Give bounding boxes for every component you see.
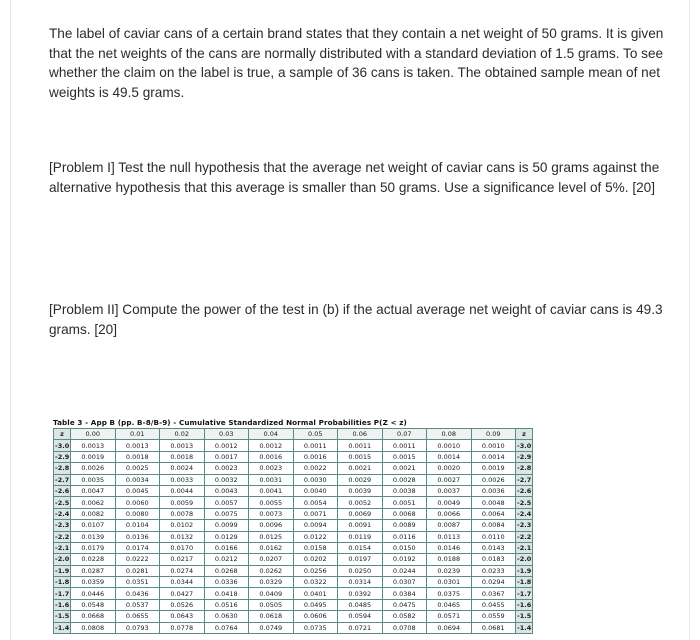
probability-cell: 0.0015 (382, 451, 427, 462)
probability-cell: 0.0018 (160, 451, 205, 462)
probability-cell: 0.0516 (204, 599, 249, 610)
probability-cell: 0.0010 (471, 440, 516, 451)
probability-cell: 0.0014 (427, 451, 472, 462)
probability-cell: 0.0026 (71, 463, 116, 474)
z-value-cell: -2.2 (517, 532, 532, 541)
z-value-cell: -2.3 (55, 521, 70, 530)
probability-cell: 0.0197 (338, 554, 383, 565)
z-value-cell: -1.9 (517, 566, 532, 575)
probability-cell: 0.0418 (204, 588, 249, 599)
probability-cell: 0.0043 (204, 485, 249, 496)
z-value-cell: -1.8 (55, 578, 70, 587)
probability-cell: 0.0146 (427, 542, 472, 553)
problem-one: [Problem I] Test the null hypothesis that the average net weight of caviar cans is 50 grams against the alternative hypothesis that this average is smaller than 50 grams. Use a significance level of 5%. [20] (49, 160, 660, 195)
probability-cell: 0.0392 (338, 588, 383, 599)
table-row (54, 611, 533, 622)
probability-cell: 0.0040 (293, 485, 338, 496)
z-value-cell: -1.6 (55, 601, 70, 610)
z-value-cell: -1.9 (55, 566, 70, 575)
table-body (54, 440, 533, 634)
probability-cell: 0.0367 (471, 588, 516, 599)
z-value-cell: -2.4 (55, 509, 70, 518)
z-value-cell: -2.0 (517, 555, 532, 564)
table-header-cell: 0.08 (427, 429, 472, 440)
probability-cell: 0.0475 (382, 599, 427, 610)
probability-cell: 0.0082 (71, 508, 116, 519)
table-row (54, 542, 533, 553)
probability-cell: 0.0250 (338, 565, 383, 576)
probability-cell: 0.0301 (427, 577, 472, 588)
table-header-cell: 0.01 (115, 429, 160, 440)
probability-cell: 0.0793 (115, 622, 160, 633)
probability-cell: 0.0233 (471, 565, 516, 576)
probability-cell: 0.0183 (471, 554, 516, 565)
probability-cell: 0.0022 (293, 463, 338, 474)
probability-cell: 0.0019 (471, 463, 516, 474)
probability-cell: 0.0025 (115, 463, 160, 474)
probability-cell: 0.0307 (382, 577, 427, 588)
table-header-cell: 0.07 (382, 429, 427, 440)
probability-cell: 0.0031 (249, 474, 294, 485)
probability-cell: 0.0030 (293, 474, 338, 485)
probability-cell: 0.0084 (471, 520, 516, 531)
table-header-cell: z (54, 429, 71, 440)
probability-cell: 0.0162 (249, 542, 294, 553)
z-value-cell: -2.9 (517, 452, 532, 461)
probability-cell: 0.0047 (71, 485, 116, 496)
probability-cell: 0.0110 (471, 531, 516, 542)
probability-cell: 0.0017 (204, 451, 249, 462)
probability-cell: 0.0075 (204, 508, 249, 519)
table-row (54, 508, 533, 519)
probability-cell: 0.0013 (71, 440, 116, 451)
probability-cell: 0.0582 (382, 611, 427, 622)
probability-cell: 0.0375 (427, 588, 472, 599)
table-row (54, 474, 533, 485)
z-value-cell: -2.2 (55, 532, 70, 541)
probability-cell: 0.0643 (160, 611, 205, 622)
probability-cell: 0.0351 (115, 577, 160, 588)
probability-cell: 0.0036 (471, 485, 516, 496)
probability-cell: 0.0336 (204, 577, 249, 588)
probability-cell: 0.0011 (293, 440, 338, 451)
table-header-row (54, 429, 533, 440)
z-value-cell: -1.6 (517, 601, 532, 610)
probability-cell: 0.0764 (204, 622, 249, 633)
probability-cell: 0.0013 (115, 440, 160, 451)
probability-cell: 0.0023 (204, 463, 249, 474)
probability-cell: 0.0094 (293, 520, 338, 531)
probability-cell: 0.0068 (382, 508, 427, 519)
probability-cell: 0.0495 (293, 599, 338, 610)
probability-cell: 0.0011 (338, 440, 383, 451)
probability-cell: 0.0222 (115, 554, 160, 565)
table-row (54, 565, 533, 576)
probability-cell: 0.0044 (160, 485, 205, 496)
table-header-cell: 0.03 (204, 429, 249, 440)
probability-cell: 0.0174 (115, 542, 160, 553)
probability-cell: 0.0011 (382, 440, 427, 451)
probability-cell: 0.0018 (115, 451, 160, 462)
z-value-cell: -1.5 (55, 612, 70, 621)
probability-cell: 0.0217 (160, 554, 205, 565)
z-value-cell: -3.0 (55, 441, 70, 450)
probability-cell: 0.0091 (338, 520, 383, 531)
probability-cell: 0.0069 (338, 508, 383, 519)
probability-cell: 0.0080 (115, 508, 160, 519)
probability-cell: 0.0274 (160, 565, 205, 576)
z-value-cell: -1.4 (517, 623, 532, 632)
probability-cell: 0.0102 (160, 520, 205, 531)
probability-cell: 0.0446 (71, 588, 116, 599)
probability-cell: 0.0294 (471, 577, 516, 588)
probability-cell: 0.0329 (249, 577, 294, 588)
probability-cell: 0.0099 (204, 520, 249, 531)
probability-cell: 0.0107 (71, 520, 116, 531)
table-row (54, 588, 533, 599)
z-value-cell: -2.7 (517, 475, 532, 484)
probability-cell: 0.0212 (204, 554, 249, 565)
probability-cell: 0.0630 (204, 611, 249, 622)
probability-cell: 0.0465 (427, 599, 472, 610)
table-header-cell: 0.04 (249, 429, 294, 440)
probability-cell: 0.0505 (249, 599, 294, 610)
probability-cell: 0.0048 (471, 497, 516, 508)
probability-cell: 0.0024 (160, 463, 205, 474)
probability-cell: 0.0073 (249, 508, 294, 519)
probability-cell: 0.0188 (427, 554, 472, 565)
z-value-cell: -2.1 (55, 544, 70, 553)
probability-cell: 0.0749 (249, 622, 294, 633)
z-value-cell: -1.7 (517, 589, 532, 598)
table-row (54, 520, 533, 531)
probability-cell: 0.0735 (293, 622, 338, 633)
probability-cell: 0.0010 (427, 440, 472, 451)
probability-cell: 0.0681 (471, 622, 516, 633)
probability-cell: 0.0062 (71, 497, 116, 508)
probability-cell: 0.0057 (204, 497, 249, 508)
z-value-cell: -2.8 (517, 464, 532, 473)
probability-cell: 0.0021 (382, 463, 427, 474)
probability-cell: 0.0035 (71, 474, 116, 485)
probability-cell: 0.0170 (160, 542, 205, 553)
table-row (54, 463, 533, 474)
probability-cell: 0.0020 (427, 463, 472, 474)
probability-cell: 0.0455 (471, 599, 516, 610)
probability-cell: 0.0158 (293, 542, 338, 553)
table-row (54, 451, 533, 462)
probability-cell: 0.0668 (71, 611, 116, 622)
probability-cell: 0.0571 (427, 611, 472, 622)
probability-cell: 0.0029 (338, 474, 383, 485)
probability-cell: 0.0708 (382, 622, 427, 633)
probability-cell: 0.0314 (338, 577, 383, 588)
z-value-cell: -2.6 (55, 487, 70, 496)
probability-cell: 0.0096 (249, 520, 294, 531)
probability-cell: 0.0268 (204, 565, 249, 576)
table-row (54, 622, 533, 633)
probability-cell: 0.0166 (204, 542, 249, 553)
probability-cell: 0.0618 (249, 611, 294, 622)
probability-cell: 0.0060 (115, 497, 160, 508)
probability-cell: 0.0015 (338, 451, 383, 462)
probability-cell: 0.0054 (293, 497, 338, 508)
probability-cell: 0.0087 (427, 520, 472, 531)
z-value-cell: -2.3 (517, 521, 532, 530)
z-value-cell: -1.7 (55, 589, 70, 598)
table-row (54, 440, 533, 451)
probability-cell: 0.0244 (382, 565, 427, 576)
table-header-cell: z (516, 429, 533, 440)
table-row (54, 497, 533, 508)
probability-cell: 0.0116 (382, 531, 427, 542)
z-value-cell: -1.4 (55, 623, 70, 632)
document-page (10, 0, 690, 640)
probability-cell: 0.0548 (71, 599, 116, 610)
probability-cell: 0.0594 (338, 611, 383, 622)
probability-cell: 0.0049 (427, 497, 472, 508)
normal-table-image (53, 418, 533, 640)
probability-cell: 0.0016 (293, 451, 338, 462)
probability-cell: 0.0154 (338, 542, 383, 553)
probability-cell: 0.0778 (160, 622, 205, 633)
z-value-cell: -2.6 (517, 487, 532, 496)
probability-cell: 0.0322 (293, 577, 338, 588)
probability-cell: 0.0104 (115, 520, 160, 531)
z-value-cell: -2.1 (517, 544, 532, 553)
probability-cell: 0.0526 (160, 599, 205, 610)
table-row (54, 531, 533, 542)
probability-cell: 0.0132 (160, 531, 205, 542)
table-caption: Table 3 - App B (pp. B-8/B-9) - Cumulative Standardized Normal Probabilities P(Z < z) (53, 418, 407, 427)
probability-cell: 0.0262 (249, 565, 294, 576)
table-header-cell: 0.02 (160, 429, 205, 440)
probability-cell: 0.0012 (204, 440, 249, 451)
probability-cell: 0.0207 (249, 554, 294, 565)
problem-two: [Problem II] Compute the power of the test in (b) if the actual average net weight of caviar cans is 49.3 grams. [20] (49, 302, 663, 337)
probability-cell: 0.0055 (249, 497, 294, 508)
probability-cell: 0.0038 (382, 485, 427, 496)
probability-cell: 0.0037 (427, 485, 472, 496)
table-header-cell: 0.00 (71, 429, 116, 440)
probability-cell: 0.0028 (382, 474, 427, 485)
probability-cell: 0.0344 (160, 577, 205, 588)
z-value-cell: -1.8 (517, 578, 532, 587)
probability-cell: 0.0129 (204, 531, 249, 542)
probability-cell: 0.0013 (160, 440, 205, 451)
probability-cell: 0.0179 (71, 542, 116, 553)
z-value-cell: -2.4 (517, 509, 532, 518)
probability-cell: 0.0033 (160, 474, 205, 485)
probability-cell: 0.0014 (471, 451, 516, 462)
probability-cell: 0.0281 (115, 565, 160, 576)
table-row (54, 599, 533, 610)
probability-cell: 0.0012 (249, 440, 294, 451)
probability-cell: 0.0032 (204, 474, 249, 485)
z-value-cell: -2.0 (55, 555, 70, 564)
table-header-cell: 0.05 (293, 429, 338, 440)
probability-cell: 0.0202 (293, 554, 338, 565)
probability-cell: 0.0089 (382, 520, 427, 531)
probability-cell: 0.0113 (427, 531, 472, 542)
z-table (53, 428, 533, 634)
probability-cell: 0.0150 (382, 542, 427, 553)
z-value-cell: -2.9 (55, 452, 70, 461)
probability-cell: 0.0059 (160, 497, 205, 508)
probability-cell: 0.0192 (382, 554, 427, 565)
z-value-cell: -1.5 (517, 612, 532, 621)
z-value-cell: -2.8 (55, 464, 70, 473)
table-row (54, 554, 533, 565)
z-value-cell: -2.7 (55, 475, 70, 484)
probability-cell: 0.0655 (115, 611, 160, 622)
probability-cell: 0.0287 (71, 565, 116, 576)
probability-cell: 0.0359 (71, 577, 116, 588)
problem-intro: The label of caviar cans of a certain brand states that they contain a net weight of 50 grams. It is given that the net weights of the cans are normally distributed with a standard deviation of 1.5 grams. To see whether the claim on the label is true, a sample of 36 cans is taken. The obtained sample mean of net weights is 49.5 grams. (49, 26, 664, 100)
probability-cell: 0.0045 (115, 485, 160, 496)
probability-cell: 0.0239 (427, 565, 472, 576)
probability-cell: 0.0139 (71, 531, 116, 542)
probability-cell: 0.0078 (160, 508, 205, 519)
table-row (54, 577, 533, 588)
table-header-cell: 0.09 (471, 429, 516, 440)
probability-cell: 0.0051 (382, 497, 427, 508)
probability-cell: 0.0125 (249, 531, 294, 542)
probability-cell: 0.0023 (249, 463, 294, 474)
probability-cell: 0.0721 (338, 622, 383, 633)
probability-cell: 0.0016 (249, 451, 294, 462)
probability-cell: 0.0606 (293, 611, 338, 622)
table-row (54, 485, 533, 496)
probability-cell: 0.0066 (427, 508, 472, 519)
probability-cell: 0.0027 (427, 474, 472, 485)
probability-cell: 0.0143 (471, 542, 516, 553)
probability-cell: 0.0427 (160, 588, 205, 599)
probability-cell: 0.0026 (471, 474, 516, 485)
probability-cell: 0.0228 (71, 554, 116, 565)
probability-cell: 0.0409 (249, 588, 294, 599)
probability-cell: 0.0122 (293, 531, 338, 542)
z-value-cell: -2.5 (55, 498, 70, 507)
table-header-cell: 0.06 (338, 429, 383, 440)
probability-cell: 0.0021 (338, 463, 383, 474)
z-value-cell: -3.0 (517, 441, 532, 450)
probability-cell: 0.0537 (115, 599, 160, 610)
probability-cell: 0.0052 (338, 497, 383, 508)
probability-cell: 0.0436 (115, 588, 160, 599)
probability-cell: 0.0071 (293, 508, 338, 519)
probability-cell: 0.0041 (249, 485, 294, 496)
probability-cell: 0.0401 (293, 588, 338, 599)
probability-cell: 0.0034 (115, 474, 160, 485)
probability-cell: 0.0039 (338, 485, 383, 496)
z-value-cell: -2.5 (517, 498, 532, 507)
probability-cell: 0.0485 (338, 599, 383, 610)
probability-cell: 0.0694 (427, 622, 472, 633)
probability-cell: 0.0119 (338, 531, 383, 542)
probability-cell: 0.0256 (293, 565, 338, 576)
probability-cell: 0.0064 (471, 508, 516, 519)
probability-cell: 0.0019 (71, 451, 116, 462)
probability-cell: 0.0559 (471, 611, 516, 622)
probability-cell: 0.0136 (115, 531, 160, 542)
probability-cell: 0.0808 (71, 622, 116, 633)
probability-cell: 0.0384 (382, 588, 427, 599)
